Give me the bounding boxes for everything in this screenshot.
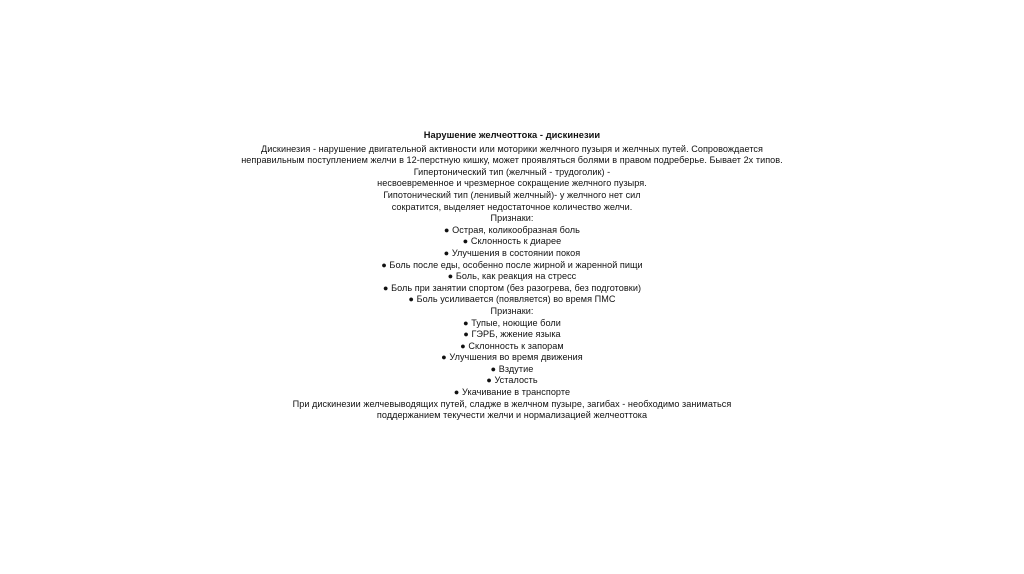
sign-item: ● Улучшения во время движения xyxy=(441,352,583,363)
conclusion-line-1: При дискинезии желчевыводящих путей, сладже в желчном пузыре, загибах - необходимо заниматься xyxy=(292,398,732,409)
sign-item: ● ГЭРБ, жжение языка xyxy=(463,329,561,340)
sign-item: ● Укачивание в транспорте xyxy=(453,387,571,398)
conclusion-line-2: поддержанием текучести желчи и нормализацией желчеоттока xyxy=(376,410,648,421)
sign-item: ● Улучшения в состоянии покоя xyxy=(443,247,581,258)
intro-line-1: Дискинезия - нарушение двигательной активности или моторики желчного пузыря и желчных путей. Сопровождается xyxy=(260,143,764,154)
hypotonic-line-1: Гипотонический тип (ленивый желчный)- у желчного нет сил xyxy=(383,189,641,200)
signs-label-hypertonic: Признаки: xyxy=(490,213,534,224)
hypertonic-line-1: Гипертонический тип (желчный - трудоголик) - xyxy=(413,166,611,177)
hypertonic-line-2: несвоевременное и чрезмерное сокращение желчного пузыря. xyxy=(377,178,647,189)
sign-item: ● Тупые, ноющие боли xyxy=(463,317,561,328)
hypotonic-line-2: сократится, выделяет недостаточное количество желчи. xyxy=(391,201,633,212)
sign-item: ● Боль при занятии спортом (без разогрева, без подготовки) xyxy=(382,282,642,293)
slide-title: Нарушение желчеоттока - дискинезии xyxy=(423,130,601,140)
signs-label-hypotonic: Признаки: xyxy=(490,305,534,316)
sign-item: ● Боль усиливается (появляется) во время ПМС xyxy=(408,294,616,305)
slide-text-block xyxy=(212,130,812,422)
sign-item: ● Острая, коликообразная боль xyxy=(444,224,580,235)
sign-item: ● Боль, как реакция на стресс xyxy=(447,271,577,282)
sign-item: ● Боль после еды, особенно после жирной и жаренной пищи xyxy=(381,259,643,270)
sign-item: ● Вздутие xyxy=(490,363,534,374)
sign-item: ● Усталость xyxy=(486,375,538,386)
sign-item: ● Склонность к диарее xyxy=(462,236,562,247)
sign-item: ● Склонность к запорам xyxy=(460,340,564,351)
intro-line-2: неправильным поступлением желчи в 12-перстную кишку, может проявляться болями в правом подреберье. Бывает 2х типов. xyxy=(241,155,783,166)
